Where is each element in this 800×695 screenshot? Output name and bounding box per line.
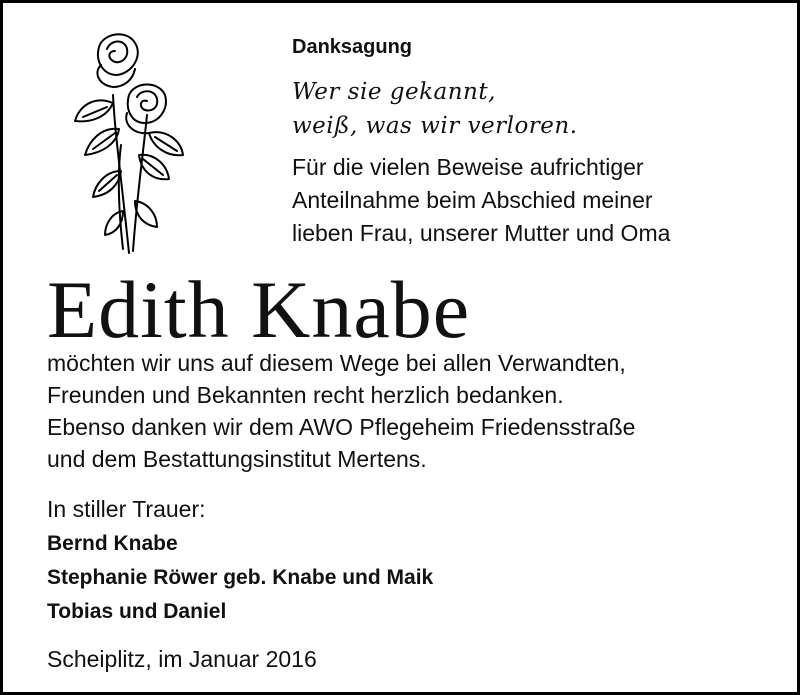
intro-text (292, 151, 670, 250)
place-date: Scheiplitz, im Januar 2016 (47, 646, 317, 672)
verse-line: Wer sie gekannt, (292, 79, 496, 105)
intro-line: Anteilnahme beim Abschied meiner (292, 187, 653, 213)
mourner: Bernd Knabe (47, 532, 178, 555)
mourner: Stephanie Röwer geb. Knabe und Maik (47, 566, 434, 589)
heading: Danksagung (292, 36, 413, 58)
thanks-line: und dem Bestattungsinstitut Mertens. (47, 446, 427, 472)
thanks-text (47, 347, 635, 475)
mourners-list (47, 527, 433, 629)
thanks-line: Ebenso danken wir dem AWO Pflegeheim Friedensstraße (47, 414, 636, 440)
verse (292, 75, 578, 143)
intro-line: lieben Frau, unserer Mutter und Oma (292, 220, 671, 246)
thanks-line: Freunden und Bekannten recht herzlich bedanken. (47, 382, 564, 408)
verse-line: weiß, was wir verloren. (292, 113, 578, 139)
mourner: Tobias und Daniel (47, 600, 227, 623)
mourning-label: In stiller Trauer: (47, 496, 206, 522)
intro-line: Für die vielen Beweise aufrichtiger (292, 154, 644, 180)
rose-icon (63, 25, 193, 255)
deceased-name: Edith Knabe (47, 264, 471, 355)
thanks-line: möchten wir uns auf diesem Wege bei allen Verwandten, (47, 350, 626, 376)
